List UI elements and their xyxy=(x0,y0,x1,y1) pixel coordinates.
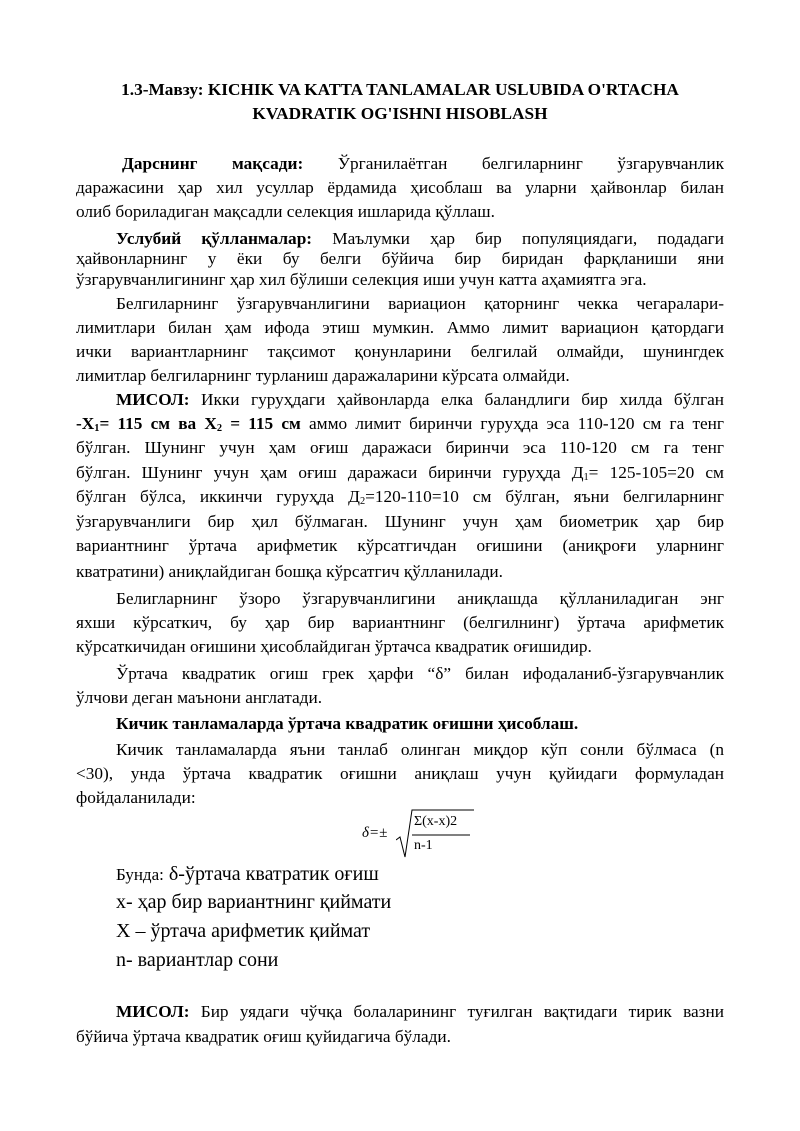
paragraph-7-line-1: Кичик танламаларда яъни танлаб олинган миқдор кўп сонли бўлмаса (n xyxy=(116,740,724,759)
example-1-line-8: кватратини) аниқлайдиган бошқа кўрсатгич қўлланилади. xyxy=(76,562,503,581)
legend-prefix: Бунда: xyxy=(116,865,164,884)
example-1-line-5 xyxy=(76,485,724,509)
goal-label: Дарснинг мақсади: xyxy=(122,154,304,173)
goal-text: Ўрганилаётган белгиларнинг ўзгарувчанлик xyxy=(337,154,724,173)
d1-value: = 125-105=20 см xyxy=(588,463,724,482)
example-1-line-2-text: аммо лимит биринчи гуруҳда эса 110-120 см га тенг xyxy=(300,414,725,433)
paragraph-7-line-3: фойдаланилади: xyxy=(76,788,196,807)
x2-value: = 115 см xyxy=(222,414,301,433)
document-title-line-1: 1.3-Мавзу: KICHIK VA KATTA TANLAMALAR USLUBIDA O'RTACHA xyxy=(121,80,679,99)
example-1-line-1 xyxy=(116,388,724,412)
x1-label: -Х xyxy=(76,414,95,433)
example-1-line-3: бўлган. Шунинг учун ҳам оғиш даражаси биринчи эса 110-120 см га тенг xyxy=(76,438,724,457)
std-deviation-formula xyxy=(362,808,482,860)
legend-line-2: х- ҳар бир вариантнинг қиймати xyxy=(116,891,392,913)
d1-subscript: 1 xyxy=(583,472,589,483)
section-heading: Кичик танламаларда ўртача квадратик оғишни ҳисоблаш. xyxy=(116,714,579,733)
goal-line-2: даражасини ҳар хил усуллар ёрдамида ҳисоблаш ва уларни ҳайвонлар билан xyxy=(76,178,724,197)
paragraph-5-line-1: Белигларнинг ўзоро ўзгарувчанлигини аниқлашда қўлланиладиган энг xyxy=(116,589,724,608)
paragraph-3-line-4: лимитлар белгиларнинг турланиш даражаларини кўрсата олмайди. xyxy=(76,366,570,385)
example-1-label: МИСОЛ: xyxy=(116,390,190,409)
manual-label: Услубий қўлланмалар: xyxy=(116,229,313,248)
formula-lhs: δ=± xyxy=(362,825,388,841)
example-1-line-2 xyxy=(76,412,724,436)
formula-denominator: n-1 xyxy=(414,838,433,853)
goal-line-3: олиб бориладиган мақсадли селекция ишларида қўллаш. xyxy=(76,202,495,221)
legend-line-1 xyxy=(116,860,379,889)
legend-delta: δ-ўртача кватратик оғиш xyxy=(168,863,379,885)
example-1-text: Икки гуруҳдаги ҳайвонларда елка баландлиги бир хилда бўлган xyxy=(200,390,724,409)
manual-line-2: ҳайвонларнинг у ёки бу белги бўйича бир биридан фарқланиши яни xyxy=(76,249,724,268)
x1-subscript: 1 xyxy=(94,423,100,434)
paragraph-3-line-1: Белгиларнинг ўзгарувчанлигини вариацион қаторнинг чекка чегаралари- xyxy=(116,294,724,313)
manual-line-3: ўзгарувчанлигининг ҳар хил бўлиши селекция иши учун катта аҳамиятга эга. xyxy=(76,270,647,289)
paragraph-6-line-2: ўлчови деган маънони англатади. xyxy=(76,688,323,707)
legend-line-4: n- вариантлар сони xyxy=(116,949,279,971)
document-title-line-2: KVADRATIK OG'ISHNI HISOBLASH xyxy=(252,104,548,123)
formula-numerator: Σ(x-x)2 xyxy=(414,814,458,829)
legend-line-3: Х – ўртача арифметик қиймат xyxy=(116,920,371,942)
x2-subscript: 2 xyxy=(216,423,223,434)
example-2-label: МИСОЛ: xyxy=(116,1002,190,1021)
paragraph-7-line-2: <30), унда ўртача квадратик оғишни аниқлаш учун қуйидаги формуладан xyxy=(76,764,724,783)
example-2-line-2: бўйича ўртача квадратик оғиш қуйидагича бўлади. xyxy=(76,1027,451,1046)
d1-text: бўлган. Шунинг учун ҳам оғиш даражаси биринчи гуруҳда Д xyxy=(76,463,584,482)
paragraph-5-line-3: кўрсаткичидан оғишини ҳисоблайдиган ўртачса квадратик оғишидир. xyxy=(76,637,592,656)
d2-text: бўлган бўлса, иккинчи гуруҳда Д xyxy=(76,487,360,506)
example-2-line-1 xyxy=(116,1000,724,1024)
example-2-text: Бир уядаги чўчқа болаларининг туғилган вақтидаги тирик вазни xyxy=(200,1002,724,1021)
paragraph-5-line-2: яхши кўрсаткич, бу ҳар бир вариантнинг (белгилнинг) ўртача арифметик xyxy=(76,613,724,632)
d2-subscript: 2 xyxy=(359,496,366,507)
manual-text: Маълумки ҳар бир популяциядаги, подадаги xyxy=(332,229,724,248)
paragraph-3-line-3: ички вариантларнинг тақсимот қонунларини белгилай олмайди, шунингдек xyxy=(76,342,724,361)
x1-value: = 115 см ва Х xyxy=(99,414,217,433)
goal-line-1 xyxy=(122,152,724,176)
paragraph-6-line-1: Ўртача квадратик огиш грек ҳарфи “δ” билан ифодаланиб-ўзгарувчанлик xyxy=(116,664,724,683)
d2-value: =120-110=10 см бўлган, яъни белгиларнинг xyxy=(365,487,724,506)
example-1-line-7: вариантнинг ўртача арифметик кўрсатгичдан оғишини (аниқроғи уларнинг xyxy=(76,536,724,555)
example-1-line-4 xyxy=(76,461,724,485)
example-1-line-6: ўзгарувчанлиги бир ҳил бўлмаган. Шунинг учун ҳам биометрик ҳар бир xyxy=(76,512,724,531)
paragraph-3-line-2: лимитлари билан ҳам ифода этиш мумкин. Аммо лимит вариацион қатордаги xyxy=(76,318,724,337)
